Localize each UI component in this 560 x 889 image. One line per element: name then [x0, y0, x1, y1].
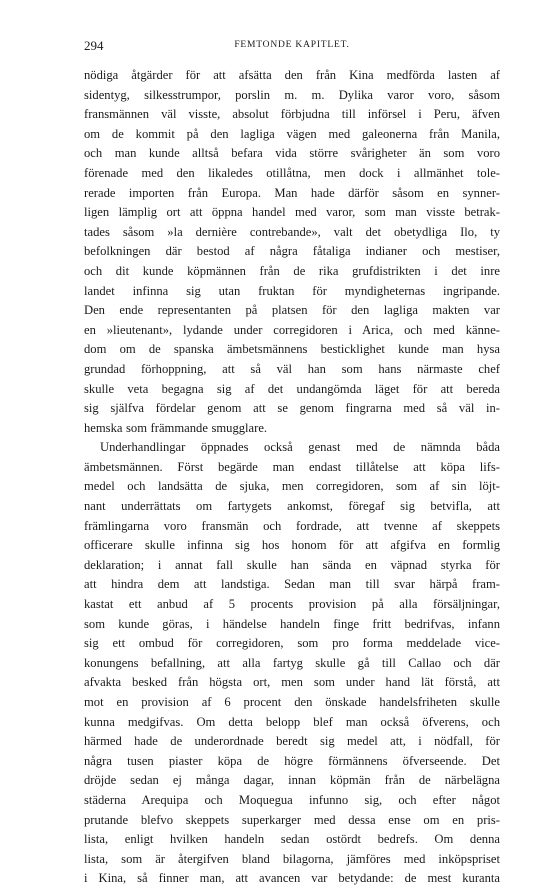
text-line: dröjde sedan ej många dagar, innan köpmän från de närbelägna	[84, 773, 500, 788]
paragraph	[84, 66, 500, 438]
text-line: och dit kunde köpmännen från de rika grufdistrikten i det inre	[84, 263, 500, 278]
text-line: som kunde göras, i händelse handeln finge fritt bedrifvas, infann	[84, 616, 500, 631]
text-line: nödiga åtgärder för att afsätta den från Kina medförda lasten af	[84, 68, 500, 82]
text-line: ämbetsmännen. Först begärde man endast tillåtelse att köpa lifs-	[84, 459, 500, 474]
text-line: afvakta besked från högsta ort, men som under hand lät förstå, att	[84, 675, 500, 690]
text-line: lista, som är återgifven bland bilagorna, jämföres med inköpspriset	[84, 851, 500, 866]
text-line: konungens befallning, att alla fartyg skulle gå till Callao och där	[84, 655, 500, 670]
text-line: skulle veta begagna sig af det undangömda läget för att bereda	[84, 381, 500, 396]
text-line: främlingarna voro fransmän och fordrade, att tvenne af skeppets	[84, 518, 500, 533]
paragraph	[84, 438, 500, 889]
text-line: prutande blefvo skeppets superkarger med dessa ense om en pris-	[84, 812, 500, 827]
page-number: 294	[84, 38, 104, 53]
text-line: några tusen piaster köpa de högre förmännens öfverseende. Det	[84, 753, 500, 768]
text-line: officerare skulle infinna sig hos honom för att afgifva en formlig	[84, 538, 500, 553]
text-line: medel och landsätta de sjuka, men corregidoren, som af sin löjt-	[84, 479, 500, 494]
text-line: i Kina, så finner man, att avancen var betydande: de mest kuranta	[84, 871, 500, 886]
text-line: kastat ett anbud af 5 procents provision på alla försäljningar,	[84, 597, 500, 612]
text-line: nant underrättats om fartygets ankomst, föregaf sig betvifla, att	[84, 499, 500, 514]
body-text	[84, 66, 500, 889]
text-line: och man kunde alltså befara vida större svårigheter än som voro	[84, 146, 500, 161]
text-line: grundad förhoppning, att så väl han som hans närmaste chef	[84, 361, 500, 376]
text-line: dom om de spanska ämbetsmännens besticklighet kunde man hysa	[84, 342, 500, 357]
text-line: fransmännen väl visste, absolut förbjudna till införsel i Peru, äfven	[84, 107, 500, 122]
text-line: sig själfva fördelar genom att se genom fingrarna med så väl in-	[84, 401, 500, 416]
text-line: sidentyg, silkesstrumpor, porslin m. m. Dylika varor voro, såsom	[84, 87, 500, 102]
text-line: förenade med den likaledes otillåtna, men dock i allmänhet tole-	[84, 165, 500, 180]
text-line: mot en provision af 6 procent den önskade handelsfriheten skulle	[84, 695, 500, 709]
text-line: landet infinna sig utan fruktan för myndigheternas ingripande.	[84, 283, 500, 298]
text-line: tades såsom »la dernière contrebande», valt det obetydliga Ilo, ty	[84, 224, 500, 239]
text-line: sig ett ombud för corregidoren, som pro forma meddelade vice-	[84, 636, 500, 651]
text-line: Den ende representanten på platsen för den lagliga makten var	[84, 303, 500, 318]
text-line: om de kommit på den lagliga vägen med galeonerna från Manila,	[84, 126, 500, 141]
page-header	[84, 38, 500, 54]
text-line: härmed hade de underordnade beredt sig medel att, i nödfall, för	[84, 734, 500, 749]
text-line: Underhandlingar öppnades också genast med de nämnda båda	[100, 440, 500, 455]
text-line: en »lieutenant», lydande under corregidoren i Arica, och med känne-	[84, 322, 500, 337]
text-line: rerade importen från Europa. Man hade därför såsom en synner-	[84, 185, 500, 200]
text-line: befolkningen där bestod af några fåtaliga indianer och mestiser,	[84, 244, 500, 259]
text-line: lista, enligt hvilken handeln sedan ostördt bedrefs. Om denna	[84, 832, 500, 847]
text-line: hemska som främmande smugglare.	[84, 420, 268, 435]
text-line: kunna medgifvas. Om detta belopp blef man också öfverens, och	[84, 714, 500, 729]
text-line: att hindra dem att landstiga. Sedan man till svar härpå fram-	[84, 577, 500, 592]
text-line: deklaration; i annat fall skulle han sända en väpnad styrka för	[84, 557, 500, 572]
text-line: ligen lämplig ort att öppna handel med varor, som man visste betrak-	[84, 205, 500, 220]
running-title: FEMTONDE KAPITLET.	[234, 40, 350, 50]
text-line: städerna Arequipa och Moquegua infunno sig, och efter något	[84, 792, 500, 807]
